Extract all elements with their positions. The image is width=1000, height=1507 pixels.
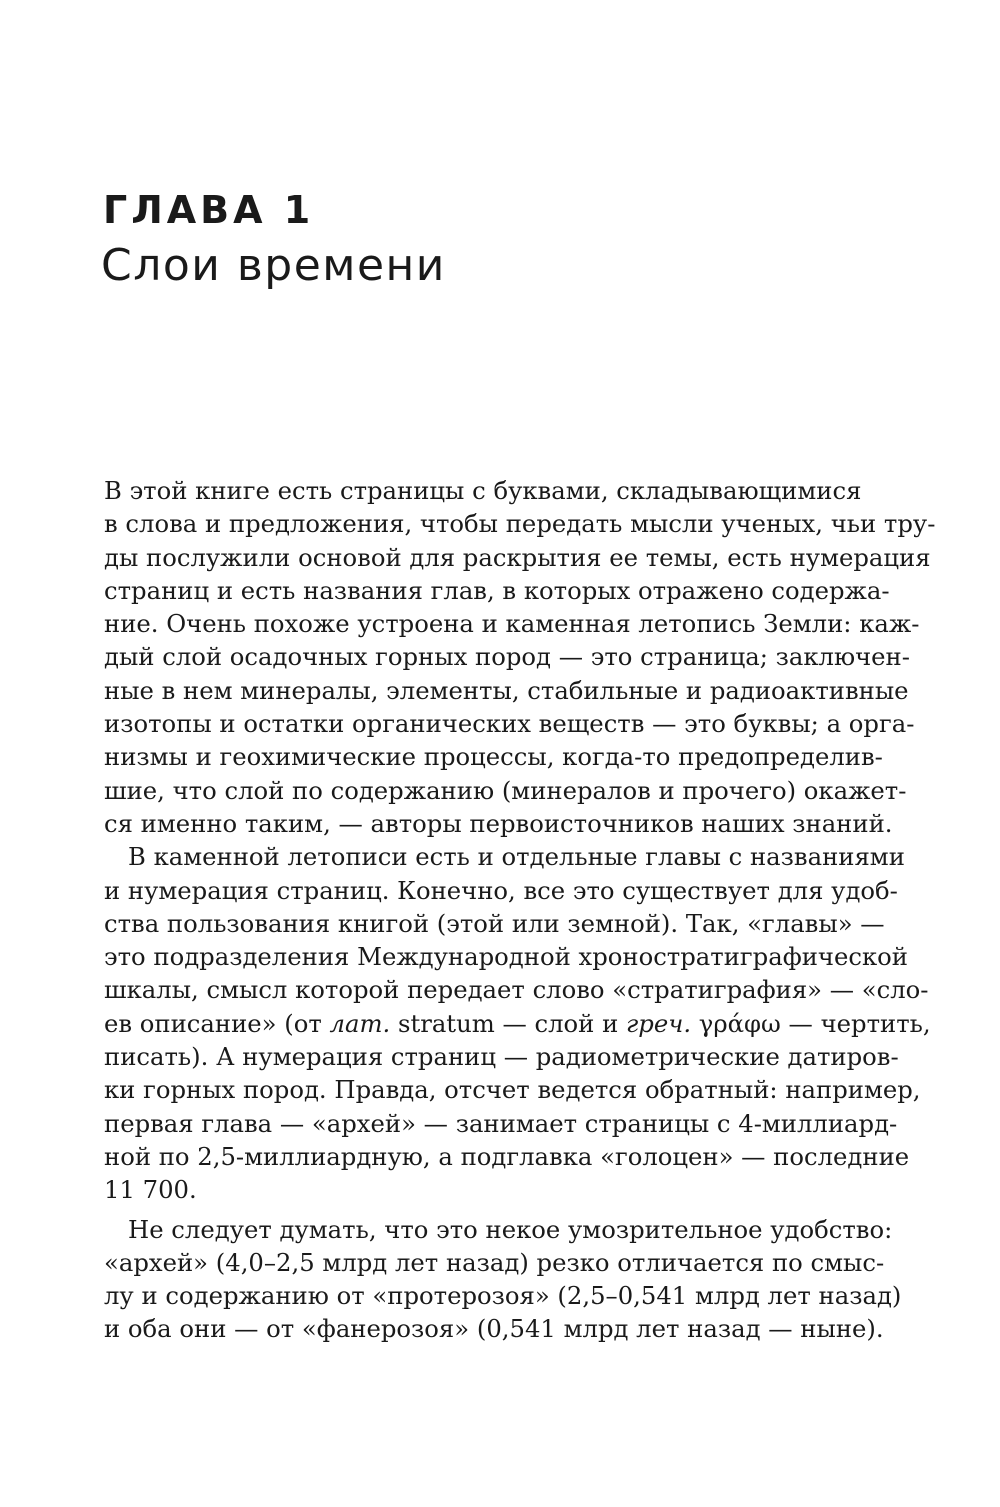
paragraph-2-line-with-italics [104, 1007, 931, 1040]
paragraph-1-line: шие, что слой по содержанию (минералов и прочего) окажет- [104, 775, 907, 805]
paragraph-2-line: 11 700. [104, 1175, 197, 1205]
paragraph-2-line: ки горных пород. Правда, отсчет ведется обратный: например, [104, 1075, 921, 1105]
line-middle: stratum — слой и [390, 1008, 627, 1038]
paragraph-3-line: Не следует думать, что это некое умозрительное удобство: [128, 1214, 893, 1244]
abbrev-latin: лат. [329, 1008, 391, 1038]
paragraph-3-line: «архей» (4,0–2,5 млрд лет назад) резко отличается по смыс- [104, 1247, 885, 1277]
chapter-title: Слои времени [101, 240, 446, 291]
paragraph-2-line: писать). А нумерация страниц — радиометрические датиров- [104, 1042, 899, 1072]
paragraph-1-line: изотопы и остатки органических веществ — это буквы; а орга- [104, 709, 915, 739]
paragraph-1-line: ние. Очень похоже устроена и каменная летопись Земли: каж- [104, 609, 920, 639]
line-prefix: ев описание» (от [104, 1008, 330, 1038]
paragraph-2-line: и нумерация страниц. Конечно, все это существует для удоб- [104, 875, 898, 905]
paragraph-2-line: первая глава — «архей» — занимает страницы с 4-миллиард- [104, 1108, 898, 1138]
chapter-body [104, 474, 936, 1346]
line-suffix: γράφω — чертить, [691, 1008, 931, 1038]
paragraph-1-line: ся именно таким, — авторы первоисточников наших знаний. [104, 808, 893, 838]
abbrev-greek: греч. [626, 1008, 692, 1038]
paragraph-1-line: дый слой осадочных горных пород — это страница; заключен- [104, 642, 910, 672]
paragraph-1-line: страниц и есть названия глав, в которых отражено содержа- [104, 575, 890, 605]
paragraph-3-line: лу и содержанию от «протерозоя» (2,5–0,541 млрд лет назад) [104, 1281, 902, 1311]
paragraph-1-line: в слова и предложения, чтобы передать мысли ученых, чьи тру- [104, 509, 936, 539]
paragraph-1-line: низмы и геохимические процессы, когда-то предопределив- [104, 742, 883, 772]
paragraph-1-line: ды послужили основой для раскрытия ее темы, есть нумерация [104, 542, 931, 572]
paragraph-2-line: шкалы, смысл которой передает слово «стратиграфия» — «сло- [104, 975, 929, 1005]
paragraph-1-line: В этой книге есть страницы с буквами, складывающимися [104, 476, 862, 505]
paragraph-2-line: это подразделения Международной хроностратиграфической [104, 942, 908, 972]
paragraph-2-line: ной по 2,5-миллиардную, а подглавка «голоцен» — последние [104, 1141, 910, 1171]
paragraph-2-line: В каменной летописи есть и отдельные главы с названиями [128, 842, 905, 872]
paragraph-2-line: ства пользования книгой (этой или земной). Так, «главы» — [104, 908, 885, 938]
paragraph-1-line: ные в нем минералы, элементы, стабильные и радиоактивные [104, 675, 909, 705]
paragraph-3-line: и оба они — от «фанерозоя» (0,541 млрд лет назад — ныне). [104, 1314, 884, 1344]
chapter-number: ГЛАВА 1 [103, 188, 315, 232]
